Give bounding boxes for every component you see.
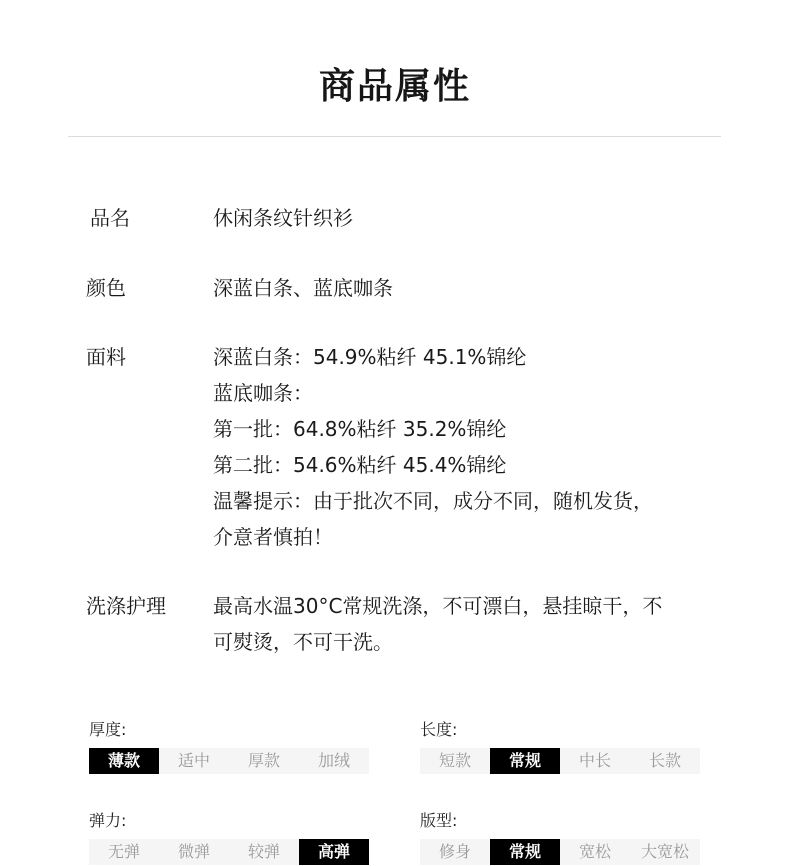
option-item[interactable]: 大宽松 bbox=[640, 842, 689, 861]
option-item[interactable]: 宽松 bbox=[578, 842, 611, 861]
title-divider bbox=[68, 136, 721, 137]
option-item[interactable]: 常规 bbox=[490, 748, 560, 774]
option-item[interactable]: 较弹 bbox=[247, 842, 280, 861]
attribute-label: 颜色 bbox=[86, 276, 126, 300]
option-item[interactable]: 微弹 bbox=[177, 842, 210, 861]
attribute-value bbox=[213, 270, 713, 306]
option-label: 弹力: bbox=[89, 811, 127, 830]
option-item[interactable]: 薄款 bbox=[89, 748, 159, 774]
option-group-thickness bbox=[89, 720, 369, 774]
option-item[interactable]: 短款 bbox=[438, 751, 471, 770]
option-row bbox=[420, 748, 700, 774]
option-item[interactable]: 无弹 bbox=[107, 842, 140, 861]
option-group-length bbox=[420, 720, 700, 774]
attribute-line: 深蓝白条：54.9%粘纤 45.1%锦纶 bbox=[213, 345, 527, 369]
option-row bbox=[89, 748, 369, 774]
option-item[interactable]: 修身 bbox=[438, 842, 471, 861]
option-row bbox=[420, 839, 700, 865]
attribute-line: 蓝底咖条： bbox=[213, 381, 313, 405]
option-item[interactable]: 常规 bbox=[490, 839, 560, 865]
attribute-line: 可熨烫，不可干洗。 bbox=[213, 630, 393, 654]
attribute-line: 温馨提示：由于批次不同，成分不同，随机发货， bbox=[213, 489, 653, 513]
attribute-line: 第一批：64.8%粘纤 35.2%锦纶 bbox=[213, 417, 507, 441]
attribute-line: 休闲条纹针织衫 bbox=[213, 206, 353, 230]
attribute-label: 品名 bbox=[90, 206, 130, 230]
option-label: 厚度: bbox=[89, 720, 127, 739]
attribute-line: 介意者慎拍！ bbox=[213, 525, 333, 549]
attribute-line: 深蓝白条、蓝底咖条 bbox=[213, 276, 393, 300]
attribute-value bbox=[213, 200, 713, 236]
option-label: 长度: bbox=[420, 720, 458, 739]
option-item[interactable]: 厚款 bbox=[247, 751, 280, 770]
option-group-fit bbox=[420, 811, 700, 865]
attribute-line: 最高水温30°C常规洗涤，不可漂白，悬挂晾干，不 bbox=[213, 594, 663, 618]
option-label: 版型: bbox=[420, 811, 458, 830]
option-group-elasticity bbox=[89, 811, 369, 865]
attribute-label: 面料 bbox=[86, 345, 126, 369]
page-title: 商品属性 bbox=[318, 66, 471, 107]
attribute-line: 第二批：54.6%粘纤 45.4%锦纶 bbox=[213, 453, 507, 477]
option-item[interactable]: 适中 bbox=[177, 751, 210, 770]
option-item[interactable]: 加绒 bbox=[317, 751, 350, 770]
option-row bbox=[89, 839, 369, 865]
attribute-value bbox=[213, 339, 713, 555]
option-item[interactable]: 高弹 bbox=[299, 839, 369, 865]
option-item[interactable]: 中长 bbox=[578, 751, 611, 770]
attribute-value bbox=[213, 588, 713, 660]
option-item[interactable]: 长款 bbox=[648, 751, 681, 770]
attribute-label: 洗涤护理 bbox=[86, 594, 166, 618]
